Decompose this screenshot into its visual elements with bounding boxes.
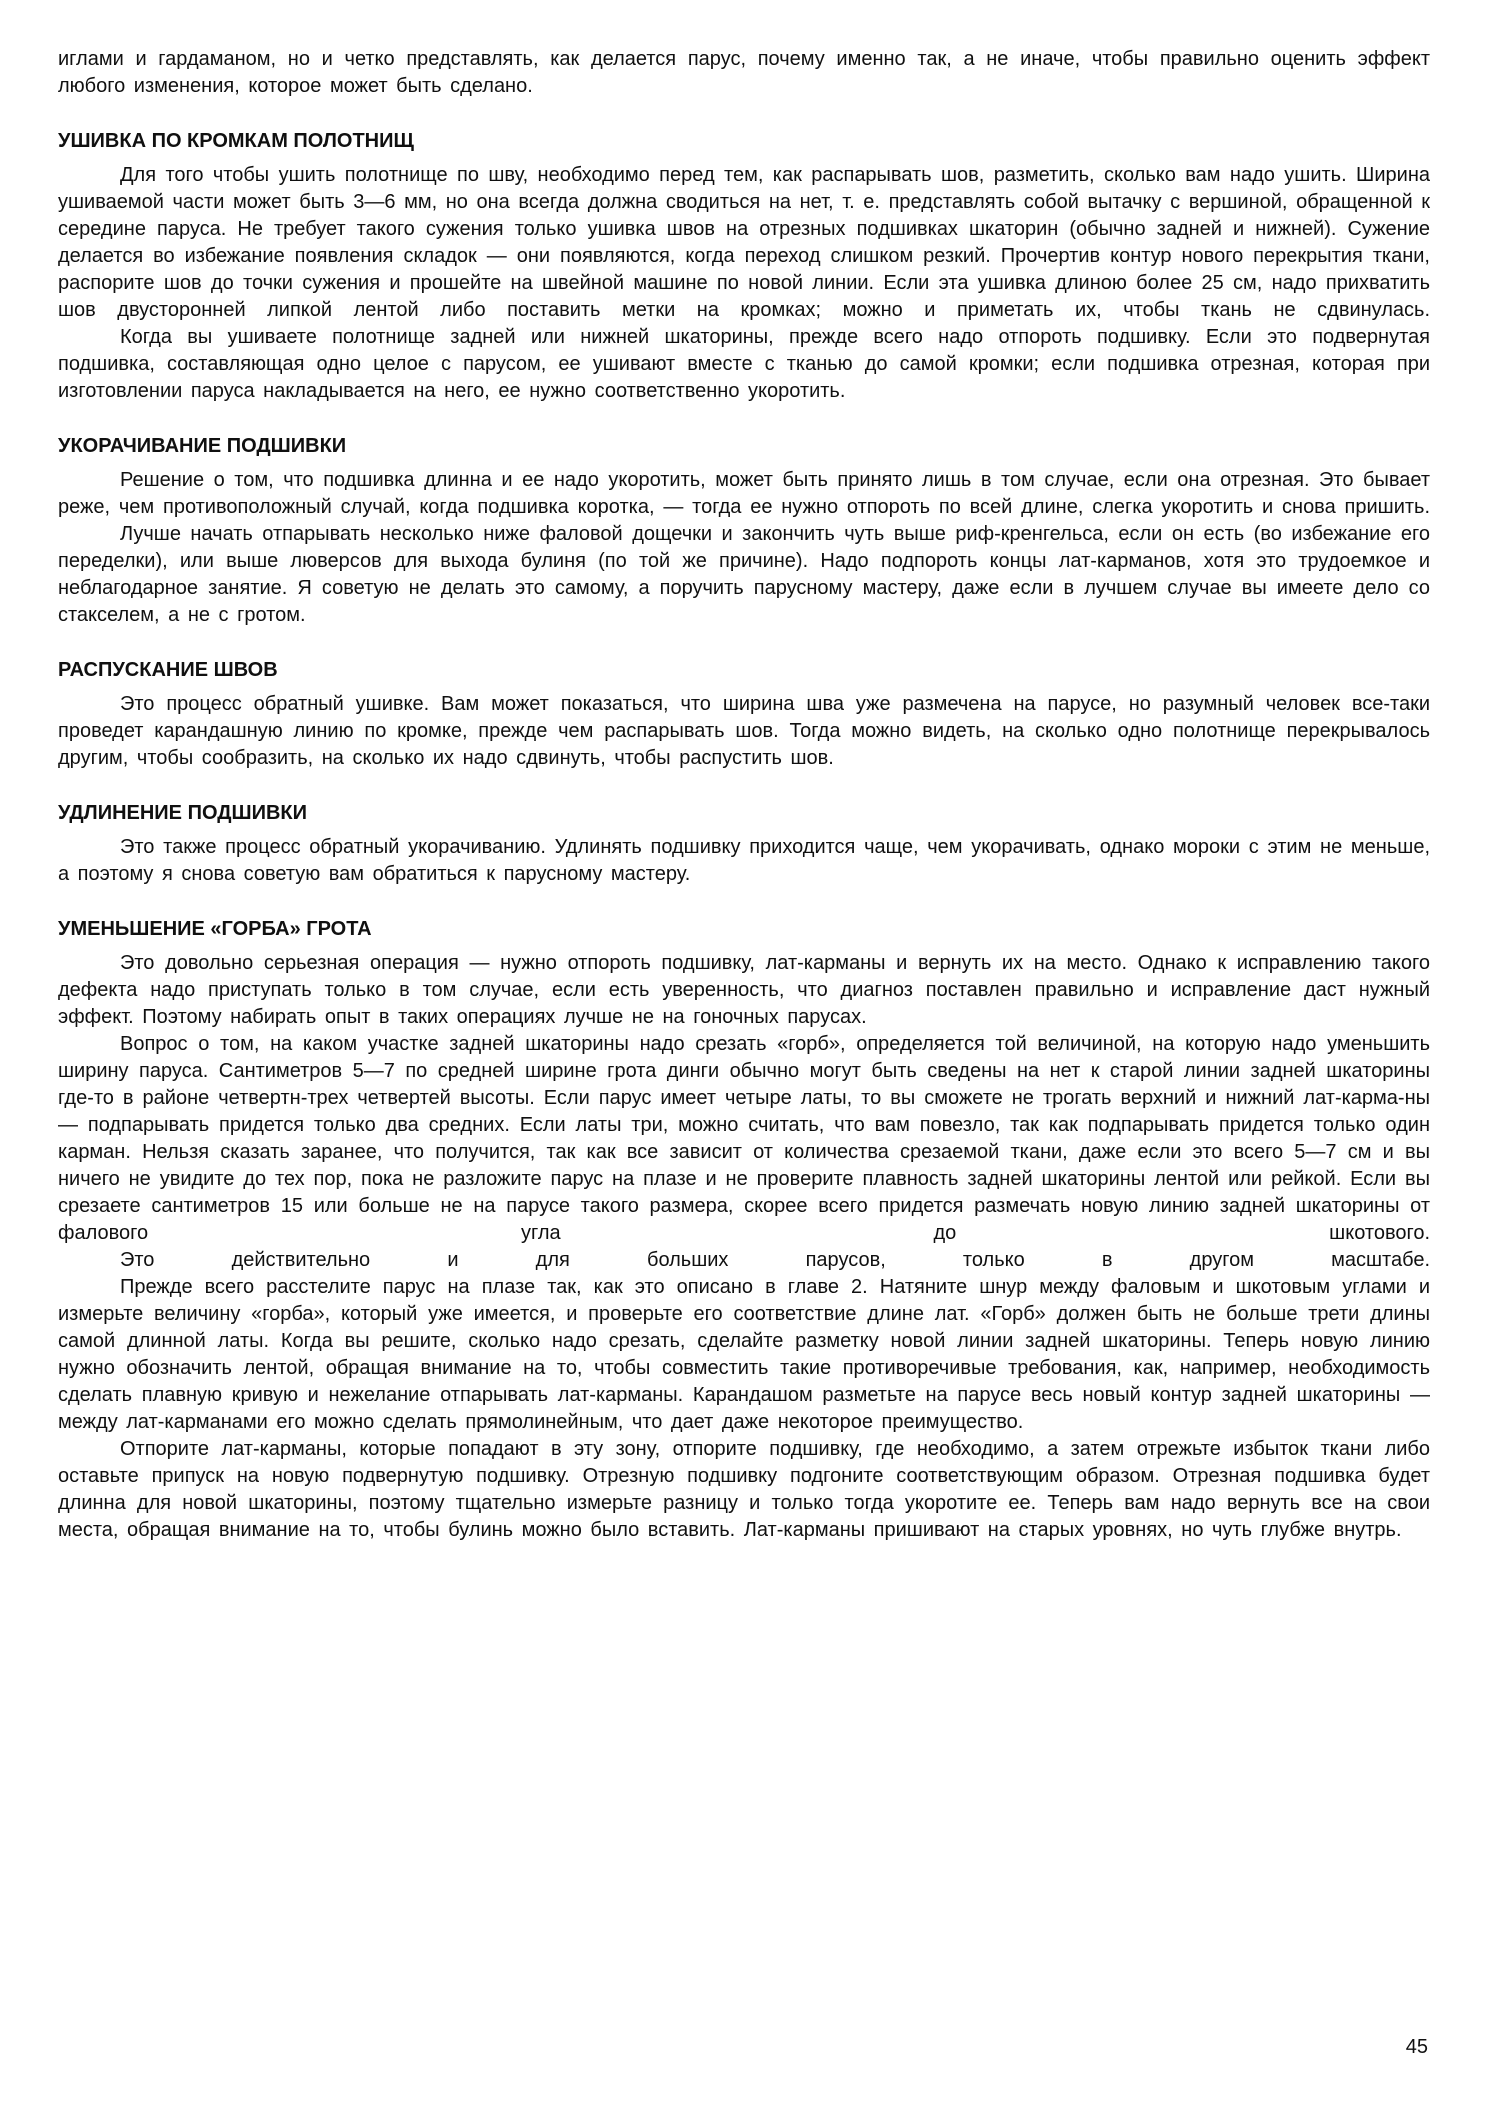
paragraph: Это также процесс обратный укорачиванию. Удлинять подшивку приходится чаще, чем укорачивать, однако мороки с этим не меньше, а поэтому я снова советую вам обратиться к парусному мастеру. bbox=[58, 836, 1430, 885]
paragraph: Это действительно и для больших парусов, только в другом масштабе. bbox=[120, 1249, 1430, 1271]
section-heading: УКОРАЧИВАНИЕ ПОДШИВКИ bbox=[58, 435, 347, 457]
section-raspuskanie-shvov bbox=[58, 657, 1430, 772]
section-heading: УДЛИНЕНИЕ ПОДШИВКИ bbox=[58, 802, 307, 824]
section-udlinenie-podshivki bbox=[58, 800, 1430, 888]
paragraph: Это процесс обратный ушивке. Вам может показаться, что ширина шва уже размечена на парусе, но разумный человек все-таки проведет карандашную линию по кромке, прежде чем распарывать шов. Тогда можно видеть, на сколько одно полотнище перекрывалось другим, чтобы сообразить, на сколько их надо сдвинуть, чтобы распустить шов. bbox=[58, 693, 1430, 769]
section-heading: УМЕНЬШЕНИЕ «ГОРБА» ГРОТА bbox=[58, 918, 372, 940]
paragraph: Прежде всего расстелите парус на плазе так, как это описано в главе 2. Натяните шнур между фаловым и шкотовым углами и измерьте величину «горба», который уже имеется, и проверьте его соответствие длине лат. «Горб» должен быть не больше трети длины самой длинной латы. Когда вы решите, сколько надо срезать, сделайте разметку новой линии задней шкаторины. Теперь новую линию нужно обозначить лентой, обращая внимание на то, чтобы совместить такие противоречивые требования, как, например, необходимость сделать плавную кривую и нежелание отпарывать лат-карманы. Карандашом разметьте на парусе весь новый контур задней шкаторины — между лат-карманами его можно сделать прямолинейным, что дает даже некоторое преимущество. bbox=[58, 1276, 1430, 1433]
paragraph: Вопрос о том, на каком участке задней шкаторины надо срезать «горб», определяется той величиной, на которую надо уменьшить ширину паруса. Сантиметров 5—7 по средней ширине грота динги обычно могут быть сведены на нет к старой линии задней шкаторины где-то в районе четвертн-трех четвертей высоты. Если парус имеет четыре латы, то вы сможете не трогать верхний и нижний лат-карма-ны — подпарывать придется только два средних. Если латы три, можно считать, что вам повезло, так как подпарывать придется только один карман. Нельзя сказать заранее, что получится, так как все зависит от количества срезаемой ткани, даже если это всего 5—7 см и вы ничего не увидите до тех пор, пока не разложите парус на плазе и не проверите плавность задней шкаторины лентой или рейкой. Если вы срезаете сантиметров 15 или больше не на парусе такого размера, скорее всего придется размечать новую линию задней шкаторины от фалового угла до шкотового. bbox=[58, 1033, 1430, 1244]
section-heading: РАСПУСКАНИЕ ШВОВ bbox=[58, 659, 278, 681]
paragraph: Это довольно серьезная операция — нужно отпороть подшивку, лат-карманы и вернуть их на место. Однако к исправлению такого дефекта надо приступать только в том случае, если есть уверенность, что диагноз поставлен правильно и исправление даст нужный эффект. Поэтому набирать опыт в таких операциях лучше не на гоночных парусах. bbox=[58, 952, 1430, 1028]
section-heading: УШИВКА ПО КРОМКАМ ПОЛОТНИЩ bbox=[58, 130, 414, 152]
paragraph: Решение о том, что подшивка длинна и ее надо укоротить, может быть принято лишь в том случае, если она отрезная. Это бывает реже, чем противоположный случай, когда подшивка коротка, — тогда ее нужно отпороть по всей длине, слегка укоротить и снова пришить. bbox=[58, 469, 1430, 518]
section-ukorachivanie-podshivki bbox=[58, 433, 1430, 629]
paragraph: Лучше начать отпарывать несколько ниже фаловой дощечки и закончить чуть выше риф-кренгельса, если он есть (во избежание его переделки), или выше люверсов для выхода булиня (по той же причине). Надо подпороть концы лат-карманов, хотя это трудоемкое и неблагодарное занятие. Я советую не делать это самому, а поручить парусному мастеру, даже если в лучшем случае вы имеете дело со стакселем, а не с гротом. bbox=[58, 523, 1430, 626]
paragraph: Для того чтобы ушить полотнище по шву, необходимо перед тем, как распарывать шов, разметить, сколько вам надо ушить. Ширина ушиваемой части может быть 3—6 мм, но она всегда должна сводиться на нет, т. е. представлять собой вытачку с вершиной, обращенной к середине паруса. Не требует такого сужения только ушивка швов на отрезных подшивках шкаторин (обычно задней и нижней). Сужение делается во избежание появления складок — они появляются, когда переход слишком резкий. Прочертив контур нового перекрытия ткани, распорите шов до точки сужения и прошейте на швейной машине по новой линии. Если эта ушивка длиною более 25 см, надо прихватить шов двусторонней липкой лентой либо поставить метки на кромках; можно и приметать их, чтобы ткань не сдвинулась. bbox=[58, 164, 1430, 321]
paragraph: Когда вы ушиваете полотнище задней или нижней шкаторины, прежде всего надо отпороть подшивку. Если это подвернутая подшивка, составляющая одно целое с парусом, ее ушивают вместе с тканью до самой кромки; если подшивка отрезная, которая при изготовлении паруса накладывается на него, ее нужно соответственно укоротить. bbox=[58, 326, 1430, 402]
page-number: 45 bbox=[1405, 2036, 1428, 2058]
section-umenshenie-gorba-grota bbox=[58, 916, 1430, 1544]
section-ushivka-po-kromkam bbox=[58, 128, 1430, 405]
paragraph: Отпорите лат-карманы, которые попадают в эту зону, отпорите подшивку, где необходимо, а затем отрежьте избыток ткани либо оставьте припуск на новую подвернутую подшивку. Отрезную подшивку подгоните соответствующим образом. Отрезная подшивка будет длинна для новой шкаторины, поэтому тщательно измерьте разницу и только тогда укоротите ее. Теперь вам надо вернуть все на свои места, обращая внимание на то, чтобы булинь можно было вставить. Лат-карманы пришивают на старых уровнях, но чуть глубже внутрь. bbox=[58, 1438, 1430, 1541]
intro-paragraph: иглами и гардаманом, но и четко представлять, как делается парус, почему именно так, а не иначе, чтобы правильно оценить эффект любого изменения, которое может быть сделано. bbox=[58, 48, 1430, 97]
